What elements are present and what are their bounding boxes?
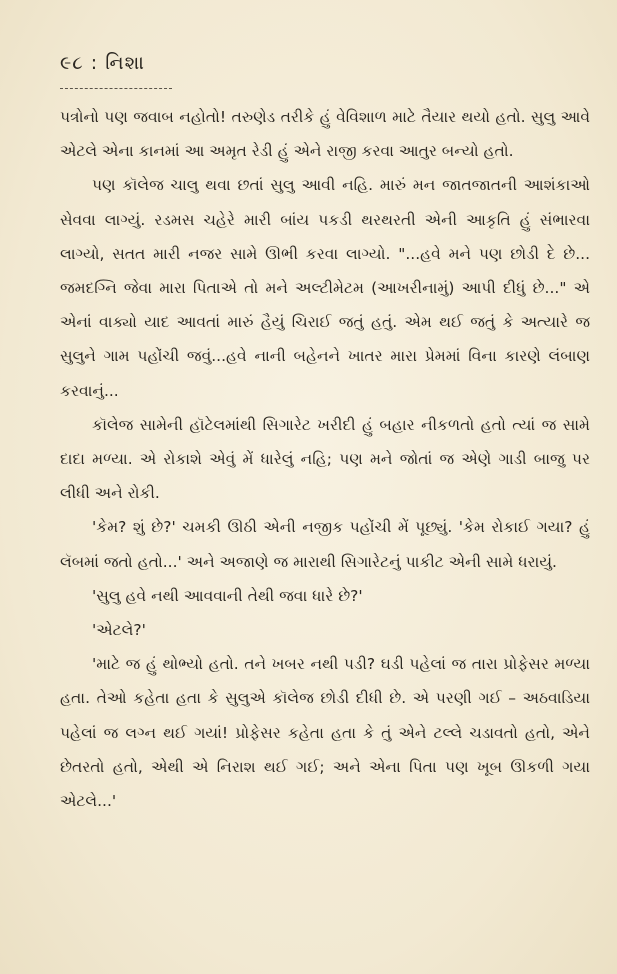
header-underline [60,84,172,89]
header-separator: : [90,52,99,74]
running-title: નિશા [105,52,145,74]
page-number: ૯૮ [60,52,84,74]
paragraph: પણ કૉલેજ ચાલુ થવા છતાં સુલુ આવી નહિ. મારું મન જાતજાતની આશંકાઓ સેવવા લાગ્યું. રડમસ ચહેરે મારી બાંય પકડી થરથરતી એની આકૃતિ હું સંભારવા લાગ્યો, સતત મારી નજર સામે ઊભી કરવા લાગ્યો. "...હવે મને પણ છોડી દે છે... જમદગ્નિ જેવા મારા પિતાએ તો મને અલ્ટીમેટમ (આખરીનામું) આપી દીધું છે..." એ એનાં વાક્યો યાદ આવતાં મારું હૈયું ચિરાઈ જતું હતું. એમ થઈ જતું કે અત્યારે જ સુલુને ગામ પહોંચી જવું...હવે નાની બહેનને ખાતર મારા પ્રેમમાં વિના કારણે લંબાણ કરવાનું... [60,176,590,400]
body-text [60,100,590,818]
paragraph: પત્રોનો પણ જવાબ નહોતો! તરુણેડ તરીકે હું વેવિશાળ માટે તૈયાર થયો હતો. સુલુ આવે એટલે એના કાનમાં આ અમૃત રેડી હું એને રાજી કરવા આતુર બન્યો હતો. [60,108,590,161]
page-header [60,52,145,74]
paragraph: 'માટે જ હું થોભ્યો હતો. તને ખબર નથી પડી? ઘડી પહેલાં જ તારા પ્રોફેસર મળ્યા હતા. તેઓ કહેતા હતા કે સુલુએ કૉલેજ છોડી દીધી છે. એ પરણી ગઈ – અઠવાડિયા પહેલાં જ લગ્ન થઈ ગયાં! પ્રોફેસર કહેતા હતા કે તું એને ટલ્લે ચડાવતો હતો, એને છેતરતો હતો, એથી એ નિરાશ થઈ ગઈ; અને એના પિતા પણ ખૂબ ઊકળી ગયા એટલે...' [60,655,590,811]
paragraph: 'એટલે?' [92,621,146,640]
paragraph: કૉલેજ સામેની હૉટેલમાંથી સિગારેટ ખરીદી હું બહાર નીકળતો હતો ત્યાં જ સામે દાદા મળ્યા. એ રોકાશે એવું મેં ધારેલું નહિ; પણ મને જોતાં જ એણે ગાડી બાજુ પર લીધી અને રોકી. [60,415,590,503]
paragraph: 'સુલુ હવે નથી આવવાની તેથી જવા ધારે છે?' [92,586,363,605]
paragraph: 'કેમ? શું છે?' ચમકી ઊઠી એની નજીક પહોંચી મેં પૂછ્યું. 'કેમ રોકાઈ ગયા? હું લૅબમાં જતો હતો...' અને અજાણે જ મારાથી સિગારેટનું પાકીટ એની સામે ધરાયું. [60,518,590,571]
